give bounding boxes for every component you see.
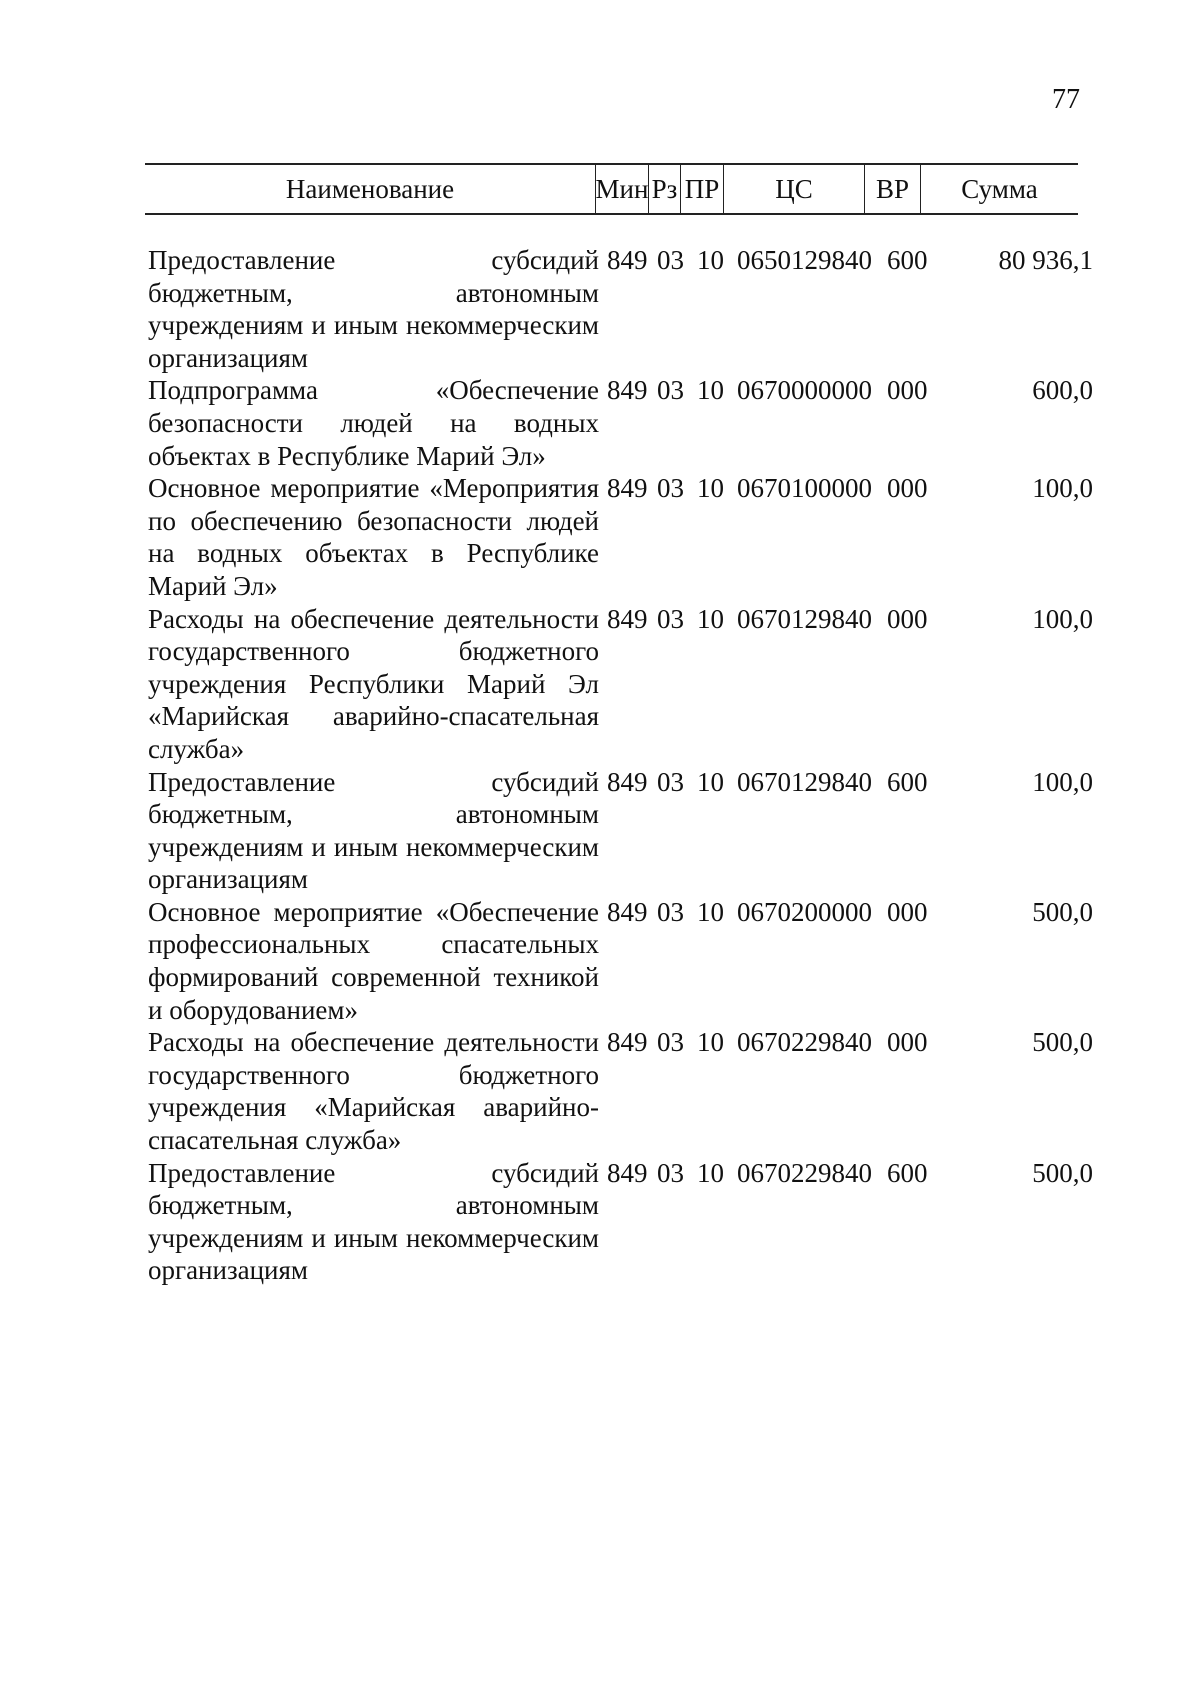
row-sum: 100,0 (1032, 603, 1093, 634)
row-cs: 0670129840 (737, 766, 872, 797)
table-row (148, 603, 1093, 766)
row-vr: 000 (887, 375, 928, 406)
row-min: 849 (607, 603, 648, 634)
table-header (145, 163, 1078, 215)
header-name: Наименование (285, 173, 455, 204)
row-pr: 10 (697, 896, 724, 927)
row-pr: 10 (697, 766, 724, 797)
row-vr: 600 (887, 766, 928, 797)
row-rz: 03 (657, 473, 684, 504)
row-cs: 0670129840 (737, 603, 872, 634)
row-sum: 500,0 (1032, 1027, 1093, 1058)
row-rz: 03 (657, 603, 684, 634)
row-codes (607, 472, 937, 505)
header-cs: ЦС (723, 165, 864, 213)
table-body (148, 244, 1093, 1287)
row-rz: 03 (657, 1157, 684, 1188)
row-rz: 03 (657, 896, 684, 927)
row-min: 849 (607, 896, 648, 927)
row-min: 849 (607, 375, 648, 406)
row-pr: 10 (697, 375, 724, 406)
row-cs: 0670229840 (737, 1157, 872, 1188)
row-rz: 03 (657, 375, 684, 406)
row-codes (607, 1157, 937, 1190)
row-vr: 600 (887, 245, 928, 275)
row-min: 849 (607, 1027, 648, 1058)
row-name: Основное мероприятие «Мероприятия по обеспечению безопасности людей на водных объектах в Республике Марий Эл» (148, 473, 599, 601)
row-codes (607, 896, 937, 929)
row-cs: 0670000000 (737, 375, 872, 406)
row-pr: 10 (697, 473, 724, 504)
row-name: Основное мероприятие «Обеспечение профессиональных спасательных формирований современной техникой и оборудованием» (148, 896, 599, 1025)
row-vr: 000 (887, 896, 928, 927)
row-name: Расходы на обеспечение деятельности государственного бюджетного учреждения Республики Марий Эл «Марийская аварийно-спасательная служба» (148, 603, 599, 764)
row-vr: 000 (887, 473, 928, 504)
header-rz: Рз (648, 165, 680, 213)
row-cs: 0650129840 (737, 245, 872, 275)
row-sum: 500,0 (1032, 896, 1093, 927)
row-codes (607, 374, 937, 407)
row-sum: 100,0 (1032, 473, 1093, 504)
row-cs: 0670100000 (737, 473, 872, 504)
row-name: Расходы на обеспечение деятельности государственного бюджетного учреждения «Марийская аварийно-спасательная служба» (148, 1027, 599, 1156)
row-min: 849 (607, 766, 648, 797)
table-row (148, 1157, 1093, 1287)
row-sum: 80 936,1 (998, 245, 1093, 275)
row-rz: 03 (657, 766, 684, 797)
row-sum: 500,0 (1032, 1157, 1093, 1188)
row-pr: 10 (697, 1027, 724, 1058)
row-pr: 10 (697, 603, 724, 634)
header-min: Мин (595, 165, 648, 213)
row-rz: 03 (657, 245, 684, 275)
row-rz: 03 (657, 1027, 684, 1058)
table-row (148, 896, 1093, 1026)
row-name: Предоставление субсидий бюджетным, автономным учреждениям и иным некоммерческим организациям (148, 1157, 599, 1286)
row-min: 849 (607, 473, 648, 504)
row-sum: 600,0 (1032, 375, 1093, 406)
table-row (148, 472, 1093, 602)
table-row (148, 374, 1093, 472)
row-vr: 000 (887, 603, 928, 634)
row-cs: 0670200000 (737, 896, 872, 927)
row-codes (607, 603, 937, 636)
row-pr: 10 (697, 245, 724, 275)
row-sum: 100,0 (1032, 766, 1093, 797)
row-name: Предоставление субсидий бюджетным, автономным учреждениям и иным некоммерческим организациям (148, 245, 599, 373)
row-min: 849 (607, 1157, 648, 1188)
table-row (148, 1026, 1093, 1156)
row-name: Подпрограмма «Обеспечение безопасности людей на водных объектах в Республике Марий Эл» (148, 375, 599, 471)
header-pr: ПР (680, 165, 723, 213)
table-row (148, 244, 1093, 374)
row-codes (607, 1026, 937, 1059)
row-vr: 600 (887, 1157, 928, 1188)
row-pr: 10 (697, 1157, 724, 1188)
table-row (148, 766, 1093, 896)
row-min: 849 (607, 245, 648, 275)
row-codes (607, 766, 937, 799)
header-sum: Сумма (920, 165, 1078, 213)
page-number: 77 (1052, 84, 1080, 115)
row-vr: 000 (887, 1027, 928, 1058)
row-cs: 0670229840 (737, 1027, 872, 1058)
row-codes (607, 244, 937, 277)
header-vr: ВР (864, 165, 920, 213)
row-name: Предоставление субсидий бюджетным, автономным учреждениям и иным некоммерческим организациям (148, 766, 599, 895)
